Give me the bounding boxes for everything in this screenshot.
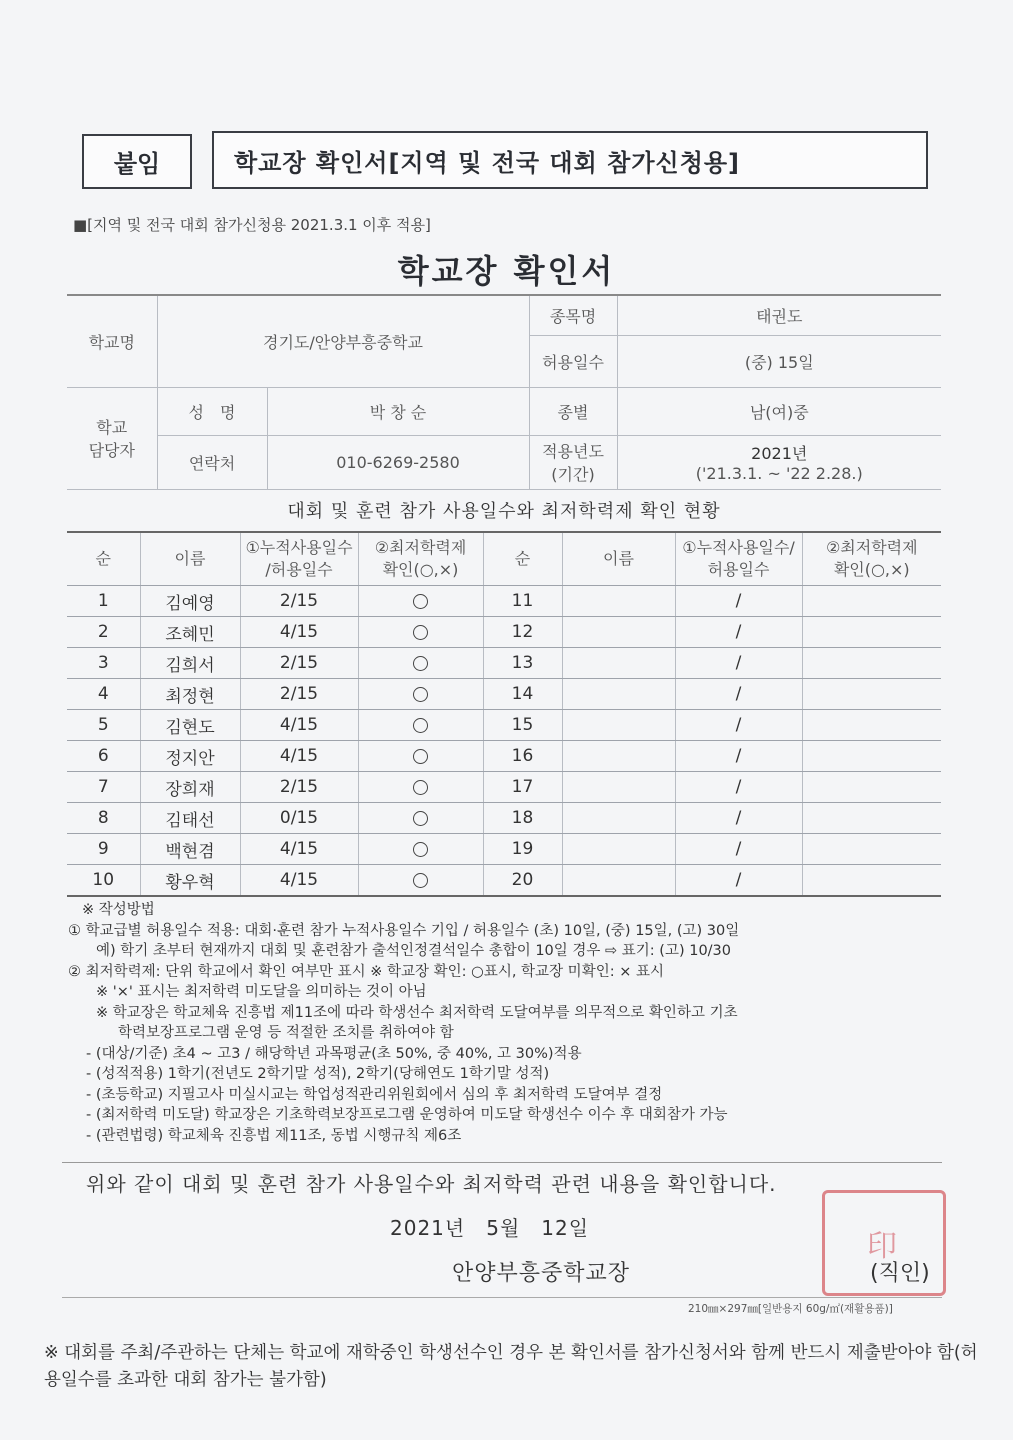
circle-mark-icon bbox=[413, 873, 428, 888]
student-name bbox=[562, 865, 675, 897]
min-academic-check bbox=[358, 679, 483, 710]
min-academic-check bbox=[358, 772, 483, 803]
row-no: 14 bbox=[483, 679, 562, 710]
school-value: 경기도/안양부흥중학교 bbox=[157, 295, 529, 387]
student-name bbox=[562, 648, 675, 679]
student-name: 정지안 bbox=[140, 741, 240, 772]
min-academic-check bbox=[802, 865, 941, 897]
col-check-left bbox=[358, 532, 483, 586]
note-item: ① 학교급별 허용일수 적용: 대회·훈련 참가 누적사용일수 기입 / 허용일수 (초) 10일, (중) 15일, (고) 30일 bbox=[68, 922, 740, 939]
student-name bbox=[562, 617, 675, 648]
student-name: 김예영 bbox=[140, 586, 240, 617]
col-no-right: 순 bbox=[483, 532, 562, 586]
min-academic-check bbox=[802, 741, 941, 772]
row-no: 16 bbox=[483, 741, 562, 772]
table-row bbox=[67, 772, 941, 803]
min-academic-check bbox=[802, 586, 941, 617]
table-row bbox=[67, 865, 941, 897]
col-days-right-line1: ①누적사용일수/ bbox=[682, 538, 795, 557]
divider bbox=[62, 1162, 942, 1163]
info-table bbox=[67, 294, 941, 490]
confirmation-statement: 위와 같이 대회 및 훈련 참가 사용일수와 최저학력 관련 내용을 확인합니다. bbox=[86, 1172, 777, 1196]
col-check-right-line2: 확인(○,×) bbox=[833, 560, 910, 579]
days-used: / bbox=[675, 648, 802, 679]
col-name-right: 이름 bbox=[562, 532, 675, 586]
row-no: 3 bbox=[67, 648, 140, 679]
row-no: 13 bbox=[483, 648, 562, 679]
school-label: 학교명 bbox=[67, 295, 157, 387]
table-row bbox=[67, 617, 941, 648]
row-no: 6 bbox=[67, 741, 140, 772]
days-used: / bbox=[675, 679, 802, 710]
student-name bbox=[562, 586, 675, 617]
min-academic-check bbox=[358, 648, 483, 679]
contact-person-label bbox=[67, 387, 157, 489]
document-header-title: 학교장 확인서[지역 및 전국 대회 참가신청용] bbox=[212, 131, 928, 189]
year-value: 2021년 bbox=[751, 444, 808, 463]
allowed-days-label: 허용일수 bbox=[529, 335, 617, 387]
student-name bbox=[562, 710, 675, 741]
min-academic-check bbox=[802, 648, 941, 679]
row-no: 8 bbox=[67, 803, 140, 834]
note-item: - (관련법령) 학교체육 진흥법 제11조, 동법 시행규칙 제6조 bbox=[86, 1127, 462, 1144]
days-used: / bbox=[675, 710, 802, 741]
table-row bbox=[67, 834, 941, 865]
allowed-days-value: (중) 15일 bbox=[617, 335, 941, 387]
circle-mark-icon bbox=[413, 842, 428, 857]
event-value: 태권도 bbox=[617, 295, 941, 335]
student-name: 김현도 bbox=[140, 710, 240, 741]
days-used: / bbox=[675, 772, 802, 803]
row-no: 7 bbox=[67, 772, 140, 803]
days-used: 4/15 bbox=[240, 710, 358, 741]
gender-label: 종별 bbox=[529, 387, 617, 435]
row-no: 4 bbox=[67, 679, 140, 710]
issue-date: 2021년 5월 12일 bbox=[390, 1216, 590, 1240]
circle-mark-icon bbox=[413, 656, 428, 671]
row-no: 17 bbox=[483, 772, 562, 803]
year-label-line2: (기간) bbox=[551, 465, 595, 484]
row-no: 2 bbox=[67, 617, 140, 648]
student-name bbox=[562, 772, 675, 803]
days-used: / bbox=[675, 834, 802, 865]
col-check-left-line2: 확인(○,×) bbox=[382, 560, 459, 579]
days-used: 2/15 bbox=[240, 648, 358, 679]
student-name bbox=[562, 741, 675, 772]
circle-mark-icon bbox=[413, 625, 428, 640]
official-seal-stamp: 印 bbox=[822, 1190, 946, 1296]
days-used: / bbox=[675, 865, 802, 897]
min-academic-check bbox=[358, 803, 483, 834]
name-value: 박 창 순 bbox=[267, 387, 529, 435]
name-label: 성 명 bbox=[157, 387, 267, 435]
status-table bbox=[67, 531, 941, 897]
paper-spec: 210㎜×297㎜[일반용지 60g/㎡(재활용품)] bbox=[688, 1303, 893, 1315]
student-name bbox=[562, 803, 675, 834]
col-name-left: 이름 bbox=[140, 532, 240, 586]
days-used: 2/15 bbox=[240, 679, 358, 710]
document-title: 학교장 확인서 bbox=[397, 252, 616, 290]
circle-mark-icon bbox=[413, 687, 428, 702]
bottom-note: ※ 대회를 주최/주관하는 단체는 학교에 재학중인 학생선수인 경우 본 확인서를 참가신청서와 함께 반드시 제출받아야 함(허용일수를 초과한 대회 참가는 불가함) bbox=[44, 1343, 978, 1390]
note-item: ※ '×' 표시는 최저학력 미도달을 의미하는 것이 아님 bbox=[96, 984, 427, 1000]
row-no: 1 bbox=[67, 586, 140, 617]
days-used: / bbox=[675, 586, 802, 617]
student-name: 백현겸 bbox=[140, 834, 240, 865]
row-no: 10 bbox=[67, 865, 140, 897]
row-no: 15 bbox=[483, 710, 562, 741]
note-item: 학력보장프로그램 운영 등 적절한 조치를 취하여야 함 bbox=[118, 1025, 454, 1041]
student-name: 김태선 bbox=[140, 803, 240, 834]
days-used: / bbox=[675, 617, 802, 648]
days-used: 4/15 bbox=[240, 834, 358, 865]
days-used: 4/15 bbox=[240, 617, 358, 648]
contact-person-label-line1: 학교 bbox=[96, 418, 128, 437]
table-row bbox=[67, 803, 941, 834]
row-no: 12 bbox=[483, 617, 562, 648]
note-item: - (최저학력 미도달) 학교장은 기초학력보장프로그램 운영하여 미도달 학생선수 이수 후 대회참가 가능 bbox=[86, 1107, 728, 1123]
circle-mark-icon bbox=[413, 780, 428, 795]
col-check-right bbox=[802, 532, 941, 586]
min-academic-check bbox=[802, 803, 941, 834]
min-academic-check bbox=[358, 710, 483, 741]
student-name: 조혜민 bbox=[140, 617, 240, 648]
min-academic-check bbox=[358, 617, 483, 648]
row-no: 19 bbox=[483, 834, 562, 865]
year-value-cell bbox=[617, 435, 941, 489]
gender-value: 남(여)중 bbox=[617, 387, 941, 435]
note-item: ※ 학교장은 학교체육 진흥법 제11조에 따라 학생선수 최저학력 도달여부를 의무적으로 확인하고 기초 bbox=[96, 1004, 738, 1021]
days-used: / bbox=[675, 803, 802, 834]
circle-mark-icon bbox=[413, 594, 428, 609]
note-item: ② 최저학력제: 단위 학교에서 확인 여부만 표시 ※ 학교장 확인: ○표시, 학교장 미확인: × 표시 bbox=[68, 963, 664, 980]
min-academic-check bbox=[358, 865, 483, 897]
phone-label: 연락처 bbox=[157, 435, 267, 489]
row-no: 9 bbox=[67, 834, 140, 865]
col-days-left-line1: ①누적사용일수 bbox=[245, 538, 353, 557]
col-days-right-line2: 허용일수 bbox=[707, 560, 770, 579]
col-days-right bbox=[675, 532, 802, 586]
contact-person-label-line2: 담당자 bbox=[88, 441, 135, 460]
status-section-title: 대회 및 훈련 참가 사용일수와 최저학력제 확인 현황 bbox=[287, 501, 721, 522]
phone-value: 010-6269-2580 bbox=[267, 435, 529, 489]
min-academic-check bbox=[358, 741, 483, 772]
note-item: 예) 학기 초부터 현재까지 대회 및 훈련참가 출석인정결석일수 총합이 10일 경우 ⇨ 표기: (고) 10/30 bbox=[96, 943, 732, 959]
row-no: 11 bbox=[483, 586, 562, 617]
period-value: ('21.3.1. ~ '22 2.28.) bbox=[695, 464, 863, 483]
col-check-right-line1: ②최저학력제 bbox=[825, 538, 918, 557]
note-item: - (성적적용) 1학기(전년도 2학기말 성적), 2학기(당해연도 1학기말 성적) bbox=[86, 1066, 550, 1082]
student-name bbox=[562, 679, 675, 710]
circle-mark-icon bbox=[413, 811, 428, 826]
circle-mark-icon bbox=[413, 718, 428, 733]
col-days-left-line2: /허용일수 bbox=[265, 560, 333, 579]
days-used: 2/15 bbox=[240, 772, 358, 803]
event-label: 종목명 bbox=[529, 295, 617, 335]
days-used: 4/15 bbox=[240, 741, 358, 772]
note-item: - (초등학교) 지필고사 미실시교는 학업성적관리위원회에서 심의 후 최저학력 도달여부 결정 bbox=[86, 1086, 663, 1103]
writing-instructions bbox=[68, 900, 948, 1146]
days-used: 4/15 bbox=[240, 865, 358, 897]
days-used: / bbox=[675, 741, 802, 772]
note-heading: ※ 작성방법 bbox=[82, 902, 155, 918]
application-subtitle: ■[지역 및 전국 대회 참가신청용 2021.3.1 이후 적용] bbox=[73, 216, 431, 234]
min-academic-check bbox=[802, 772, 941, 803]
min-academic-check bbox=[802, 679, 941, 710]
student-name: 황우혁 bbox=[140, 865, 240, 897]
table-row bbox=[67, 710, 941, 741]
divider bbox=[62, 1297, 942, 1298]
min-academic-check bbox=[802, 617, 941, 648]
col-days-left bbox=[240, 532, 358, 586]
student-name: 최정현 bbox=[140, 679, 240, 710]
col-no-left: 순 bbox=[67, 532, 140, 586]
note-item: - (대상/기준) 초4 ~ 고3 / 해당학년 과목평균(초 50%, 중 40%, 고 30%)적용 bbox=[86, 1045, 582, 1062]
min-academic-check bbox=[802, 834, 941, 865]
min-academic-check bbox=[358, 586, 483, 617]
days-used: 2/15 bbox=[240, 586, 358, 617]
table-row bbox=[67, 586, 941, 617]
days-used: 0/15 bbox=[240, 803, 358, 834]
table-row bbox=[67, 679, 941, 710]
student-name bbox=[562, 834, 675, 865]
row-no: 18 bbox=[483, 803, 562, 834]
official-seal-label: (직인) bbox=[870, 1261, 930, 1286]
year-label-line1: 적용년도 bbox=[542, 442, 604, 461]
col-check-left-line1: ②최저학력제 bbox=[374, 538, 467, 557]
student-name: 김희서 bbox=[140, 648, 240, 679]
row-no: 20 bbox=[483, 865, 562, 897]
attachment-label: 붙임 bbox=[82, 134, 192, 189]
student-name: 장희재 bbox=[140, 772, 240, 803]
principal-title: 안양부흥중학교장 bbox=[452, 1261, 631, 1286]
year-label bbox=[529, 435, 617, 489]
table-row bbox=[67, 741, 941, 772]
min-academic-check bbox=[358, 834, 483, 865]
row-no: 5 bbox=[67, 710, 140, 741]
circle-mark-icon bbox=[413, 749, 428, 764]
table-row bbox=[67, 648, 941, 679]
min-academic-check bbox=[802, 710, 941, 741]
